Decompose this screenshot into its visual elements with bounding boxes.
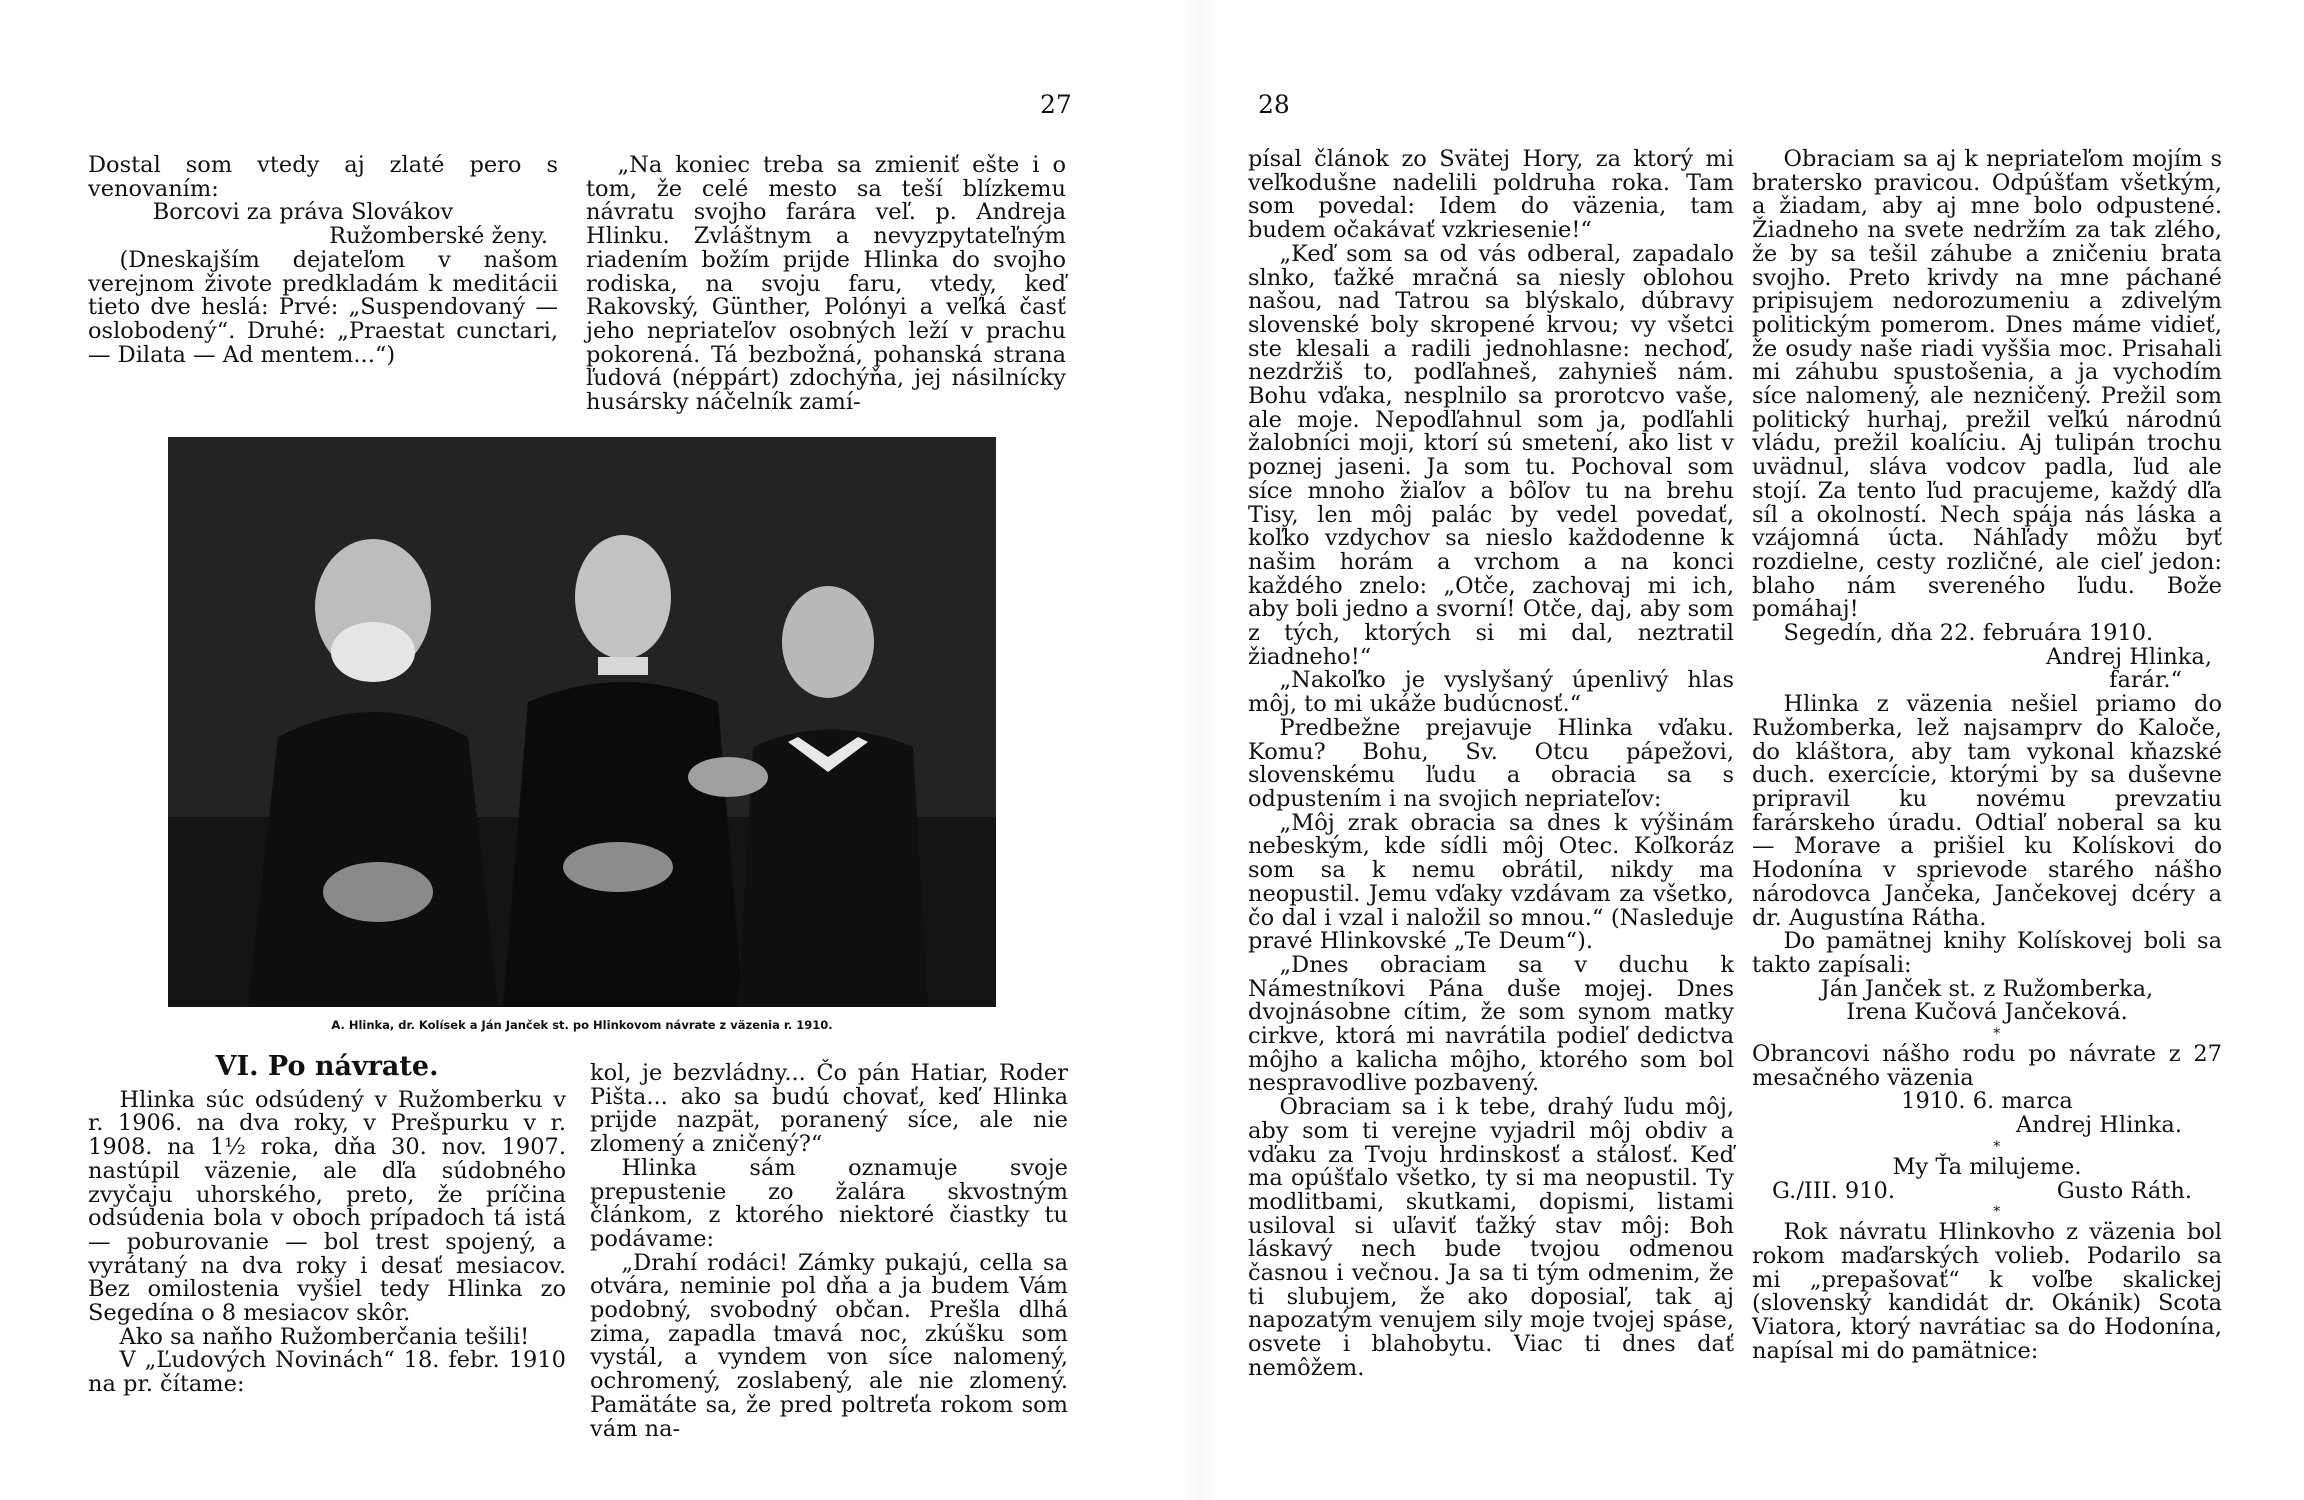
right-col2 [1752,148,2222,1363]
paragraph: „Môj zrak obracia sa dnes k výšinám nebeským, kde sídli môj Otec. Koľkoráz som sa k nemu obrátil, nikdy ma neopustil. Jemu vďaky vzdávam za všetko, čo dal i vzal i naložil so mnou.“ (Nasleduje pravé Hlinkovské „Te Deum“). [1248,809,1734,955]
guestbook-entry-text: My Ťa milujeme. [1892,1153,2082,1180]
separator-star: * [1993,1138,2001,1155]
page-number-right: 28 [1258,90,1290,119]
separator-star: * [1993,1026,2001,1043]
paragraph: Hlinka súc odsúdený v Ružomberku v r. 1906. na dva roky, v Prešpurku v r. 1908. na 1½ roka, dňa 30. nov. 1907. nastúpil väzenie, ale dľa súdobného zvyčaju uhorského, preto, že príčina odsúdenia bola v oboch prípadoch tá istá — poburovanie — bol trest spojený, a vyrátaný na dva roky i desať mesiacov. Bez omilostenia vyšiel tedy Hlinka zo Segedína o 8 mesiacov skôr. [88,1086,566,1327]
guestbook-entry-date: 1910. 6. marca [1901,1088,2073,1115]
paragraph: V „Ľudových Novinách“ 18. febr. 1910 na pr. čítame: [88,1347,566,1398]
left-col1-top [88,154,558,367]
paragraph: Predbežne prejavuje Hlinka vďaku. Komu? Bohu, Sv. Otcu pápežovi, slovenskému ľudu a obracia sa s odpustením i na svojich nepriateľov: [1248,714,1734,812]
dedication-line: Borcovi za práva Slovákov [152,199,454,226]
paragraph: Obraciam sa aj k nepriateľom mojím s bratersko pravicou. Odpúšťam všetkým, a žiadam, aby aj mne bolo odpustené. Žiadneho na svete nedržím za tak zlého, že by sa tešil záhube a zničeniu brata svojho. Preto krivdy na mne páchané pripisujem nedorozumeniu a zdivelým politickým pomerom. Dnes máme vidieť, že osudy naše riadi vyššia moc. Prisahali mi záhubu spustošenia, a ja vychodím síce nalomený, ale nezničený. Prežil som politický hurhaj, prežil veľkú národnú vládu, prežil koalíciu. Aj tulipán trochu uvädnul, sláva vodcov padla, ľud ale stojí. Za tento ľud pracujeme, každý dľa síl a okolností. Nech spája nás láska a vzájomná úcta. Náhľady môžu byť rozdielne, cesty rozličné, ale cieľ jedon: blaho nám sverenéhо ľudu. Bože pomáhaj! [1752,146,2222,623]
left-col2-bottom [590,1062,1068,1441]
dedication-signature: Ružomberské ženy. [329,223,548,250]
paragraph: (Dneskajším dejateľom v našom verejnom živote predkladám k meditácii tieto dve heslá: Prvé: „Suspendovaný — oslobodený“. Druhé: „Praestat cunctari, — Dilata — Ad mentem...“) [88,246,558,368]
guestbook-entry-line: Irena Kučová Jančeková. [1846,999,2128,1026]
paragraph: „Dnes obraciam sa v duchu k Námestníkovi Pána duše mojej. Dnes dvojnásobne cítim, že som synom matky cirkve, ktorá mi navrátila podieľ dedictva môjho a kalicha môjho, ktorého som bol nespravodlive pozbavený. [1248,951,1734,1097]
right-col1 [1248,148,1734,1381]
paragraph: „Drahí rodáci! Zámky pukajú, cella sa otvára, neminie pol dňa a ja budem Vám podobný, svobodný občan. Prešla dlhá zima, zapadla tmavá noc, zkúšku som vystál, a vyndem von síce nalomený, ochromený, zoslabený, ale nie zlomený. Pamätáte sa, že pred poltreťa rokom som vám na- [590,1249,1068,1442]
guestbook-entry-signature: Andrej Hlinka. [2015,1112,2182,1139]
paragraph: Do pamätnej knihy Kolískovej boli sa takto zapísali: [1752,928,2222,978]
signature-name: Andrej Hlinka, [2045,643,2212,670]
guestbook-entry-footer [1752,1177,2222,1204]
photo-illustration [168,437,996,1007]
separator-star: * [1993,1204,2001,1221]
photo-caption: A. Hlinka, dr. Kolísek a Ján Janček st. po Hlinkovom návrate z väzenia r. 1910. [331,1018,833,1032]
paragraph: Obraciam sa i k tebe, drahý ľudu môj, aby som ti verejne vyjadril môj obdiv a vďaku za Tvoju hrdinskosť a stálosť. Keď ma opúšťalo všetko, ty si ma neopustil. Ty modlitbami, skutkami, dopismi, listami usiloval si uľaviť ťažký stav môj: Boh láskavý nech bude tvojou odmenou časnou i večnou. Ja sa ti tým odmenim, že ti slubujem, že ako doposiaľ, tak aj napozatým venujem sily moje tvojej spáse, osvete i blahobytu. Viac ti dnes dať nemôžem. [1248,1094,1734,1381]
section-heading: VI. Po návrate. [215,1051,439,1082]
dateline: Segedín, dňa 22. februára 1910. [1783,620,2154,647]
page-number-left: 27 [1040,90,1072,119]
paragraph: „Na koniec treba sa zmieniť ešte i o tom, že celé mesto sa teší blízkemu návratu svojho farára veľ. p. Andreja Hlinku. Zvláštnym a nevyzpytateľným riadením božím prijde Hlinka do svojho rodiska, na svoju faru, vtedy, keď Rakovský, Günther, Polónyi a veľká časť jeho nepriateľov osobných leží v prachu pokorená. Tá bezbožná, pohanská strana ľudová (néppárt) zdochýňa, jej násilnícky husársky náčelník zamí- [586,152,1066,416]
paragraph: Ako sa naňho Ružomberčania tešili! [119,1323,530,1350]
paragraph: písal článok zo Svätej Hory, za ktorý mi veľkodušne nadelili poldruha roka. Tam som povedal: Idem do väzenia, tam budem očakávať vzkriesenie!“ [1248,146,1734,244]
book-gutter [1180,0,1220,1500]
left-col2-top [586,154,1066,415]
guestbook-entry-line: Ján Janček st. z Ružomberka, [1820,975,2154,1002]
guestbook-entry-signature: Gusto Ráth. [2056,1177,2192,1204]
paragraph: Rok návratu Hlinkovho z väzenia bol rokom maďarských volieb. Podarilo sa mi „prepašovať“ k voľbe skalickej (slovenský kandidát dr. Okánik) Scota Viatora, ktorý navrátiac sa do Hodonína, napísal mi do pamätnice: [1752,1219,2222,1364]
paragraph: Hlinka sám oznamuje svoje prepustenie zo žalára skvostným článkom, z ktorého niektoré čiastky tu podávame: [590,1154,1068,1252]
paragraph: Dostal som vtedy aj zlaté pero s venovaním: [88,152,558,202]
historical-photograph [168,437,996,1007]
paragraph: kol, je bezvládny... Čo pán Hatiar, Roder Pišta... ako sa budú chovať, keď Hlinka prijde nazpät, poranený síce, ale nie zlomený a zničený?“ [590,1060,1068,1158]
guestbook-entry-text: Obrancovi nášho rodu po návrate z 27 mesačného väzenia [1752,1041,2222,1091]
paragraph: Hlinka z väzenia nešiel priamo do Ružomberka, lež najsamprv do Kaloče, do kláštora, aby tam vykonal kňazské duch. exercície, ktorými by sa duševne pripravil ku novému prevzatiu farárskeho úradu. Odtiaľ noberal sa ku — Morave a prišiel ku Kolískovi do Hodonína v sprievode starého nášho národovca Jančeka, Jančekovej dcéry a dr. Augustína Rátha. [1752,691,2222,931]
signature-title: farár.“ [2109,667,2182,694]
left-col1-bottom [88,1051,566,1398]
guestbook-entry-date: G./III. 910. [1772,1177,1895,1204]
paragraph: „Keď som sa od vás odberal, zapadalo slnko, ťažké mračná sa niesly oblohou našou, nad Tatrou sa blýskalo, dúbravy slovenské boly skropené krvou; vy všetci ste klesali a radili jednohlasne: nechoď, nezdržiš to, podľahneš, zahynieš nám. Bohu vďaka, nesplnilo sa prorotcvo vaše, ale moje. Nepodľahnul som ja, podľahli žalobníci moji, ktorí sú smetení, ako list v poznej jaseni. Ja som tu. Pochoval som síce mnoho žiaľov a bôľov tu na brehu Tisy, len môj palác by vedel povedať, koľko vzdychov sa nieslo každodenne k našim horám a vrchom a na konci každého znelo: „Otče, zachovaj mi ich, aby boli jedno a svorní! Otče, daj, aby som z tých, ktorých si mi dal, neztratil žiadneho!“ [1248,240,1734,670]
paragraph: „Nakoľko je vyslyšaný úpenlivý hlas môj, to mi ukáže budúcnosť.“ [1248,667,1734,718]
